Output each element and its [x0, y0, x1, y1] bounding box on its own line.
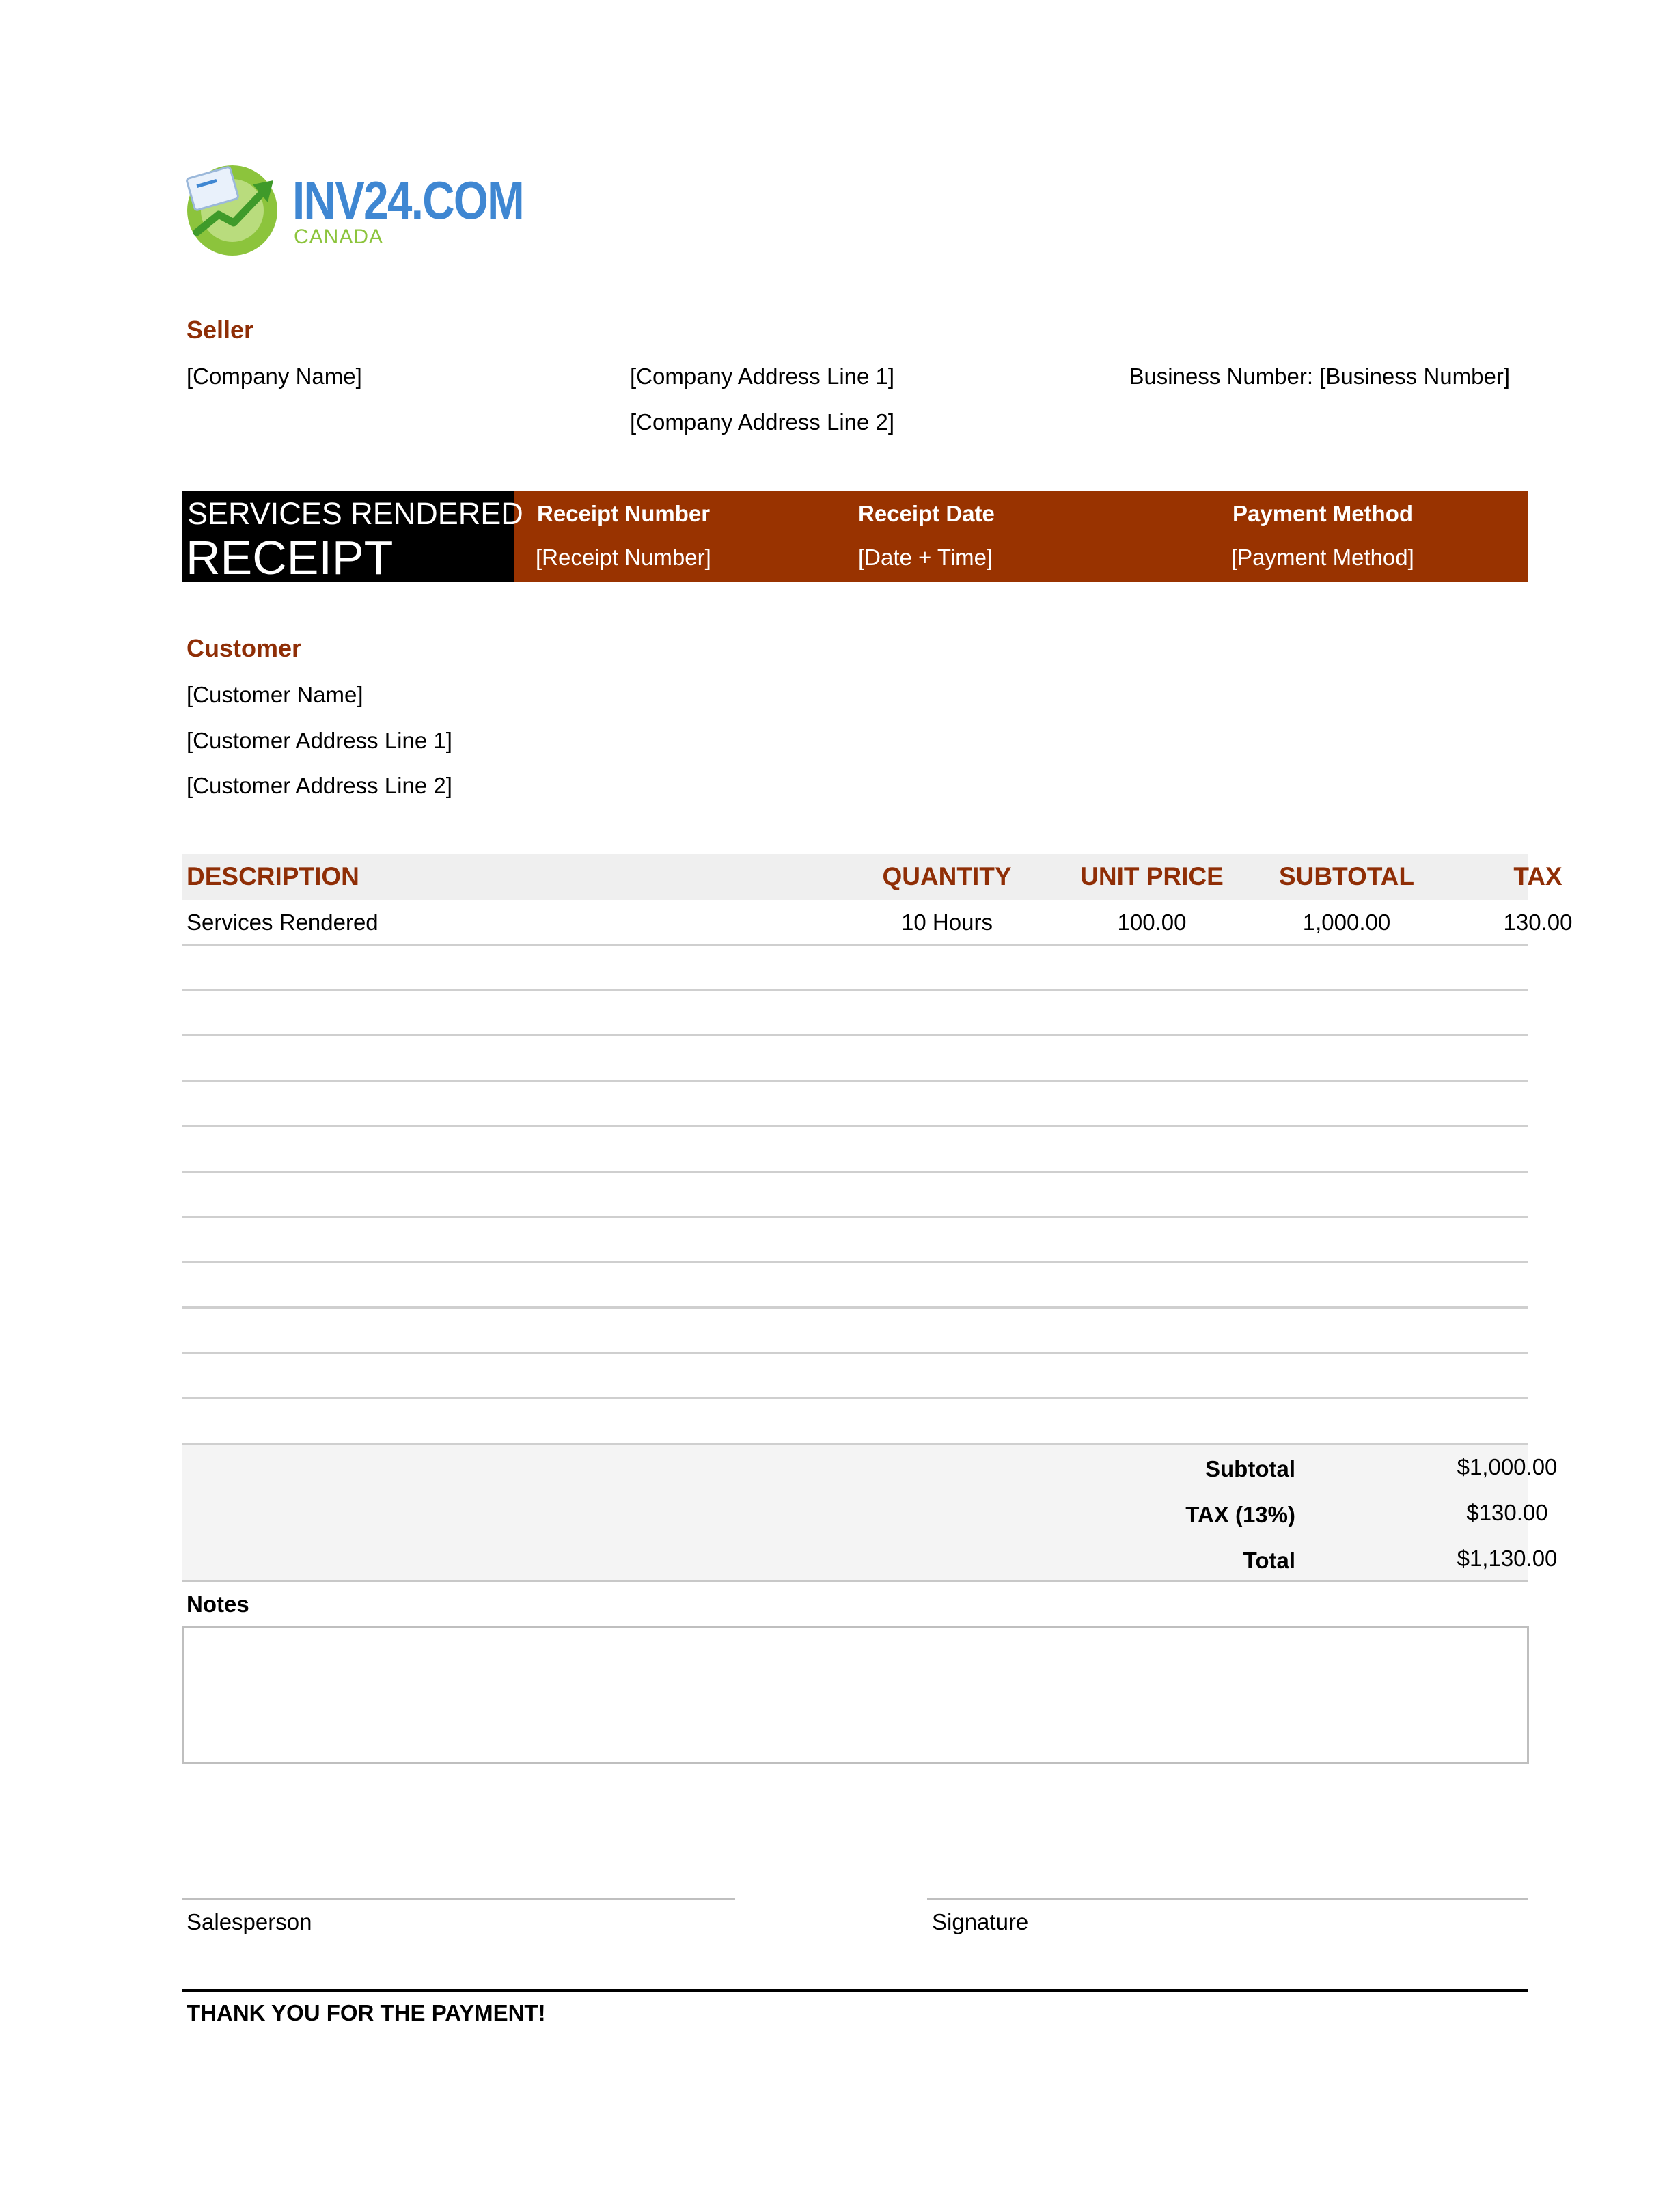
totals-bottom-divider — [182, 1580, 1528, 1582]
items-table-header — [182, 854, 1562, 900]
totals-section — [182, 1445, 1558, 1581]
customer-address-line-1: [Customer Address Line 1] — [187, 728, 452, 753]
row-divider — [182, 1125, 1528, 1127]
salesperson-label: Salesperson — [187, 1909, 312, 1934]
logo-country-text: CANADA — [294, 225, 384, 248]
customer-heading: Customer — [187, 634, 302, 662]
row-divider — [182, 1034, 1528, 1036]
company-logo — [183, 157, 524, 260]
total-label: Total — [1243, 1548, 1295, 1573]
tax-label: TAX (13%) — [1185, 1502, 1295, 1527]
seller-address-line-1: [Company Address Line 1] — [630, 364, 895, 389]
receipt-number-value: [Receipt Number] — [536, 545, 711, 570]
payment-method-value: [Payment Method] — [1231, 545, 1414, 570]
customer-name: [Customer Name] — [187, 682, 363, 707]
footer-divider — [182, 1989, 1528, 1992]
row-divider — [182, 1397, 1528, 1399]
seller-address-line-2: [Company Address Line 2] — [630, 409, 895, 435]
seller-company-name: [Company Name] — [187, 364, 362, 389]
column-header-unit-price: UNIT PRICE — [1080, 862, 1224, 890]
subtotal-value: $1,000.00 — [1457, 1454, 1558, 1479]
receipt-number-label: Receipt Number — [537, 501, 711, 526]
row-description: Services Rendered — [187, 909, 378, 935]
row-subtotal: 1,000.00 — [1302, 909, 1391, 935]
signature-line — [927, 1898, 1528, 1900]
column-header-description: DESCRIPTION — [187, 862, 359, 890]
salesperson-line — [182, 1898, 735, 1900]
row-unit-price: 100.00 — [1117, 909, 1187, 935]
row-quantity: 10 Hours — [901, 909, 993, 935]
payment-method-label: Payment Method — [1233, 501, 1414, 526]
customer-address-line-2: [Customer Address Line 2] — [187, 773, 452, 798]
row-divider — [182, 1171, 1528, 1173]
total-value: $1,130.00 — [1457, 1546, 1558, 1571]
column-header-subtotal: SUBTOTAL — [1278, 862, 1414, 890]
receipt-title-block — [182, 491, 523, 584]
tax-value: $130.00 — [1466, 1500, 1548, 1525]
row-divider — [182, 944, 1528, 946]
notes-label: Notes — [187, 1591, 249, 1617]
receipt-date-value: [Date + Time] — [858, 545, 993, 570]
thank-you-message: THANK YOU FOR THE PAYMENT! — [187, 2000, 546, 2025]
row-divider — [182, 1306, 1528, 1309]
receipt-banner — [182, 491, 1528, 582]
banner-subtitle: SERVICES RENDERED — [187, 496, 523, 531]
receipt-date-label: Receipt Date — [858, 501, 995, 526]
row-divider — [182, 1352, 1528, 1354]
column-header-tax: TAX — [1513, 862, 1562, 890]
column-header-quantity: QUANTITY — [882, 862, 1012, 890]
banner-title: RECEIPT — [186, 531, 394, 584]
row-divider — [182, 1261, 1528, 1263]
seller-heading: Seller — [187, 316, 254, 344]
row-divider — [182, 1216, 1528, 1218]
table-row — [182, 900, 1573, 945]
row-divider — [182, 1080, 1528, 1082]
signature-label: Signature — [932, 1909, 1029, 1934]
notes-box[interactable] — [182, 1626, 1529, 1764]
subtotal-label: Subtotal — [1205, 1456, 1295, 1481]
logo-brand-text: INV24.COM — [292, 170, 524, 230]
logo-mark-icon — [183, 157, 286, 260]
row-divider — [182, 989, 1528, 991]
seller-business-number: Business Number: [Business Number] — [1129, 364, 1510, 389]
row-tax: 130.00 — [1503, 909, 1573, 935]
